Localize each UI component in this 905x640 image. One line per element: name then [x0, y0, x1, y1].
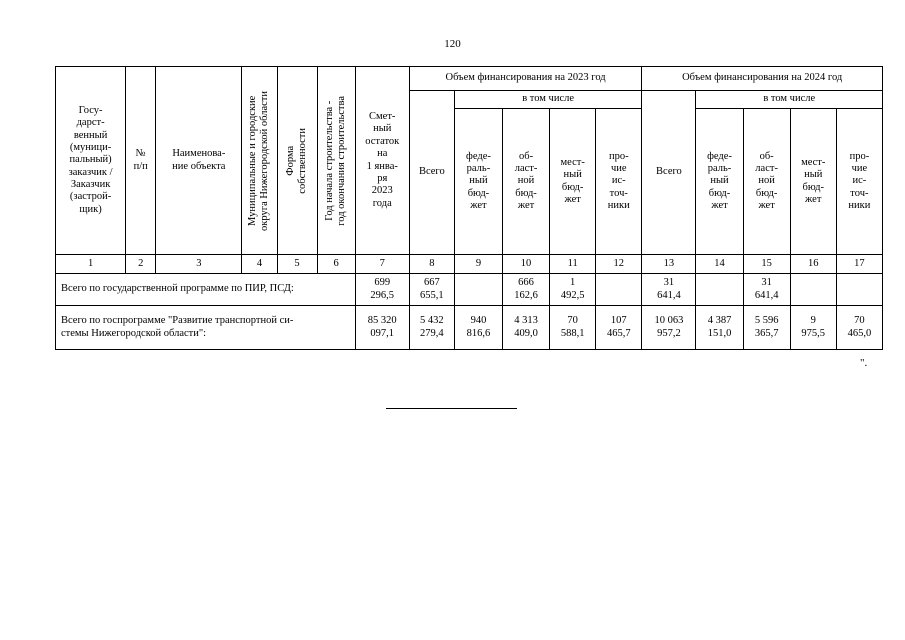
cell-value: 4 313 409,0: [503, 306, 550, 350]
header-years: Год начала строительства - год окончания строительства: [324, 95, 348, 226]
header-other-2024: про- чие ис- точ- ники: [836, 109, 882, 255]
header-number: № п/п: [126, 67, 156, 255]
column-number: 16: [790, 255, 836, 274]
financing-table: [55, 66, 883, 350]
cell-value: [836, 274, 882, 306]
cell-value: 5 596 365,7: [743, 306, 790, 350]
column-number: 7: [355, 255, 409, 274]
column-number: 14: [696, 255, 743, 274]
column-number: 1: [56, 255, 126, 274]
column-number: 8: [409, 255, 454, 274]
header-fin-2024: Объем финансирования на 2024 год: [642, 67, 883, 91]
column-number: 4: [242, 255, 277, 274]
cell-value: 70 465,0: [836, 306, 882, 350]
column-number: 2: [126, 255, 156, 274]
header-ownership-cell: [277, 67, 317, 255]
header-regional-2024: об- ласт- ной бюд- жет: [743, 109, 790, 255]
cell-value: 5 432 279,4: [409, 306, 454, 350]
column-number: 3: [156, 255, 242, 274]
table-row: [56, 306, 883, 350]
cell-value: [454, 274, 502, 306]
cell-value: 10 063 957,2: [642, 306, 696, 350]
cell-value: 31 641,4: [642, 274, 696, 306]
header-total-2023: Всего: [409, 91, 454, 255]
cell-value: 1 492,5: [550, 274, 596, 306]
closing-quote: ".: [860, 357, 868, 369]
column-number: 13: [642, 255, 696, 274]
column-number: 15: [743, 255, 790, 274]
cell-value: 940 816,6: [454, 306, 502, 350]
header-federal-2024: феде- раль- ный бюд- жет: [696, 109, 743, 255]
cell-value: 9 975,5: [790, 306, 836, 350]
cell-value: [596, 274, 642, 306]
column-number: 9: [454, 255, 502, 274]
cell-value: 70 588,1: [550, 306, 596, 350]
header-incl-2024: в том числе: [696, 91, 883, 109]
header-ownership: Форма собственности: [284, 127, 309, 194]
cell-value: 667 655,1: [409, 274, 454, 306]
column-number: 12: [596, 255, 642, 274]
cell-value: [696, 274, 743, 306]
header-federal-2023: феде- раль- ный бюд- жет: [454, 109, 502, 255]
column-number: 11: [550, 255, 596, 274]
header-customer: Госу- дарст- венный (муници- пальный) заказчик / Заказчик (застрой- щик): [56, 67, 126, 255]
table-row: [56, 274, 883, 306]
header-remainder: Смет- ный остаток на 1 янва- ря 2023 года: [355, 67, 409, 255]
column-numbers-row: [56, 255, 883, 274]
header-object-name: Наименова- ние объекта: [156, 67, 242, 255]
column-number: 10: [503, 255, 550, 274]
separator-line: [386, 408, 517, 409]
header-years-cell: [317, 67, 355, 255]
cell-value: 699 296,5: [355, 274, 409, 306]
cell-value: 107 465,7: [596, 306, 642, 350]
header-municipality: Муниципальные и городские округа Нижегородской области: [247, 90, 271, 231]
cell-value: 666 162,6: [503, 274, 550, 306]
cell-value: 31 641,4: [743, 274, 790, 306]
page-number: 120: [444, 38, 461, 50]
header-fin-2023: Объем финансирования на 2023 год: [409, 67, 642, 91]
header-local-2023: мест- ный бюд- жет: [550, 109, 596, 255]
header-total-2024: Всего: [642, 91, 696, 255]
header-incl-2023: в том числе: [454, 91, 641, 109]
header-municipality-cell: [242, 67, 277, 255]
cell-value: [790, 274, 836, 306]
column-number: 5: [277, 255, 317, 274]
header-other-2023: про- чие ис- точ- ники: [596, 109, 642, 255]
row-label: Всего по государственной программе по ПИР, ПСД:: [56, 274, 356, 306]
header-regional-2023: об- ласт- ной бюд- жет: [503, 109, 550, 255]
header-local-2024: мест- ный бюд- жет: [790, 109, 836, 255]
cell-value: 4 387 151,0: [696, 306, 743, 350]
cell-value: 85 320 097,1: [355, 306, 409, 350]
row-label: Всего по госпрограмме "Развитие транспортной си- стемы Нижегородской области":: [56, 306, 356, 350]
column-number: 6: [317, 255, 355, 274]
column-number: 17: [836, 255, 882, 274]
